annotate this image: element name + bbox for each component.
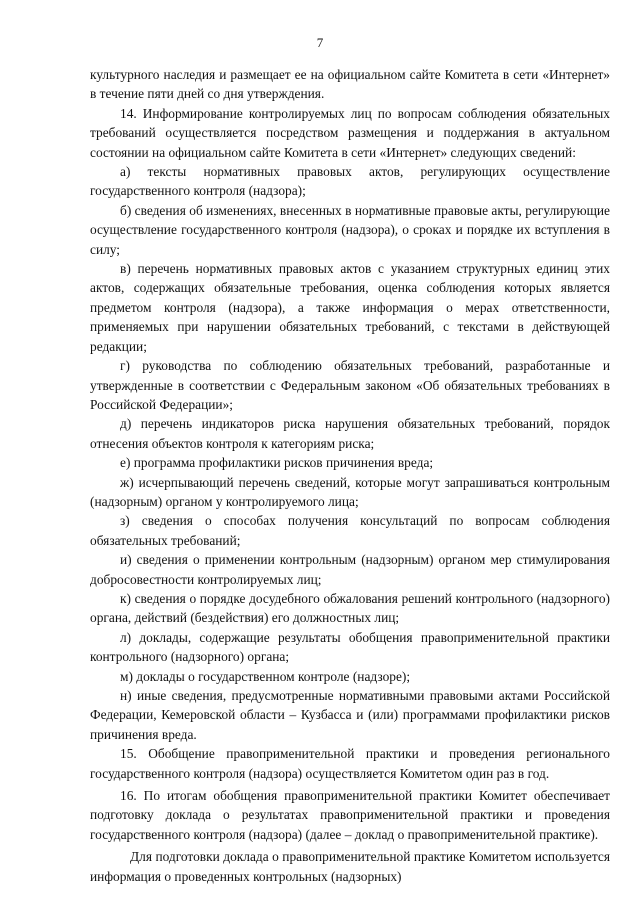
list-item-e: е) программа профилактики рисков причинения вреда;: [120, 455, 434, 471]
paragraph-item-16: 16. По итогам обобщения правоприменительной практики Комитет обеспечивает подготовку доклада о результатах правоприменительной практики и проведения государственного контроля (надзора) (далее – доклад о правоприменительной практике).: [90, 788, 610, 842]
paragraph-report-preparation: Для подготовки доклада о правоприменительной практике Комитетом используется информация о проведенных контрольных (надзорных): [90, 849, 610, 884]
list-item-a: а) тексты нормативных правовых актов, регулирующих осуществление государственного контроля (надзора);: [90, 164, 610, 199]
list-item-m: м) доклады о государственном контроле (надзоре);: [120, 668, 411, 684]
list-item-v: в) перечень нормативных правовых актов с указанием структурных единиц этих актов, содержащих обязательные требования, оценка соблюдения которых является предметом контроля (надзора), а также информация о мерах ответственности, применяемых при нарушении обязательных требований, с текстами в действующей редакции;: [90, 261, 610, 354]
list-item-b: б) сведения об изменениях, внесенных в нормативные правовые акты, регулирующие осуществление государственного контроля (надзора), о сроках и порядке их вступления в силу;: [90, 202, 610, 257]
paragraph-continuation: культурного наследия и размещает ее на официальном сайте Комитета в сети «Интернет» в течение пяти дней со дня утверждения.: [90, 67, 610, 102]
list-item-zh: ж) исчерпывающий перечень сведений, которые могут запрашиваться контрольным (надзорным) органом у контролируемого лица;: [90, 474, 610, 509]
list-item-d: д) перечень индикаторов риска нарушения обязательных требований, порядок отнесения объектов контроля к категориям риска;: [90, 416, 610, 451]
list-item-z: з) сведения о способах получения консультаций по вопросам соблюдения обязательных требований;: [90, 513, 610, 548]
document-body: [90, 65, 610, 886]
list-item-l: л) доклады, содержащие результаты обобщения правоприменительной практики контрольного (надзорного) органа;: [90, 629, 610, 665]
paragraph-item-14: 14. Информирование контролируемых лиц по вопросам соблюдения обязательных требований осуществляется посредством размещения и поддержания в актуальном состоянии на официальном сайте Комитета в сети «Интернет» следующих сведений:: [90, 105, 610, 160]
page-number: 7: [316, 35, 324, 50]
paragraph-item-15: 15. Обобщение правоприменительной практики и проведения регионального государственного контроля (надзора) осуществляется Комитетом один раз в год.: [90, 746, 610, 781]
list-item-g: г) руководства по соблюдению обязательных требований, разработанные и утвержденные в соответствии с Федеральным законом «Об обязательных требованиях в Российской Федерации»;: [90, 358, 610, 412]
list-item-n: н) иные сведения, предусмотренные нормативными правовыми актами Российской Федерации, Кемеровской области – Кузбасса и (или) программами профилактики рисков причинения вреда.: [90, 688, 610, 742]
list-item-i: и) сведения о применении контрольным (надзорным) органом мер стимулирования добросовестности контролируемых лиц;: [90, 552, 610, 587]
list-item-k: к) сведения о порядке досудебного обжалования решений контрольного (надзорного) органа, действий (бездействия) его должностных лиц;: [90, 590, 610, 626]
